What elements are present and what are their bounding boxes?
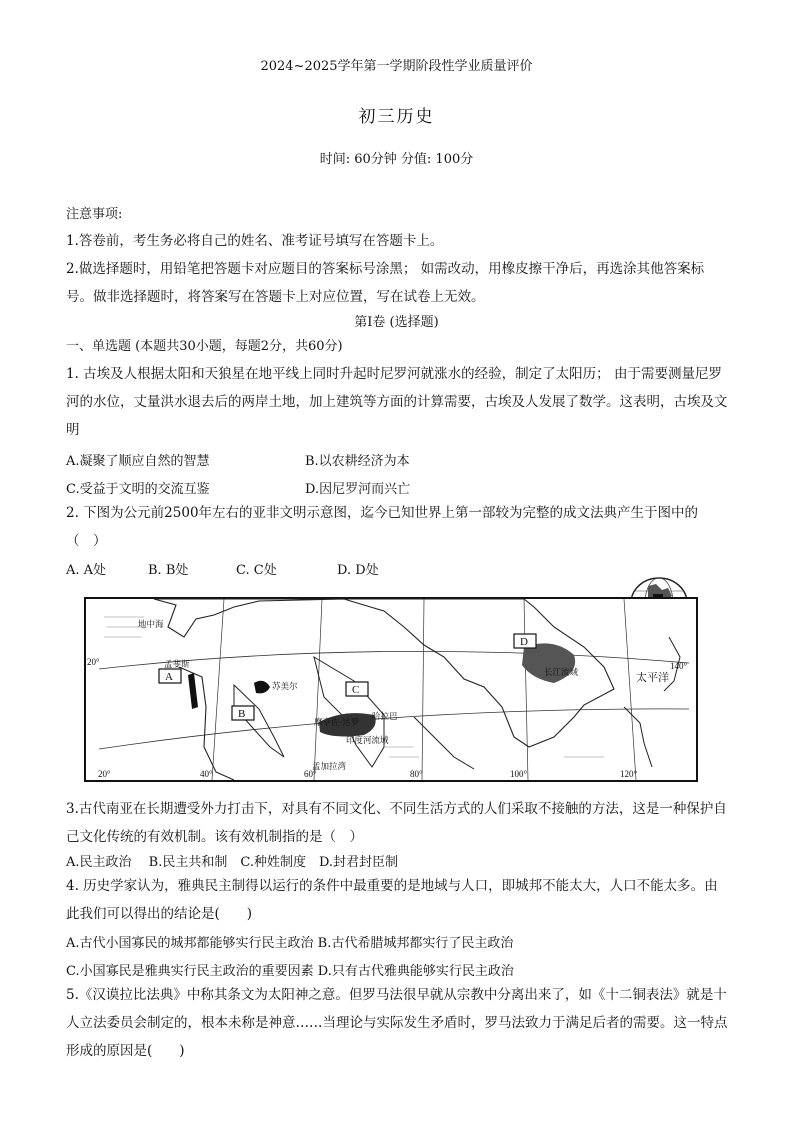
map-label-bengal: 孟加拉湾 [312, 762, 347, 772]
q2-option-a: A. A处 [66, 563, 107, 578]
section-title: 一、单选题 (本题共30小题，每题2分，共60分) [66, 339, 343, 354]
notice-item-2: 2.做选择题时，用铅笔把答题卡对应题目的答案标号涂黑； 如需改动，用橡皮擦干净后，再选涂其他答案标号。做非选择题时，将答案写在答题卡上对应位置，写在试卷上无效。 [66, 261, 705, 305]
map-box-d: D [520, 636, 528, 648]
q4-stem: 4. 历史学家认为，雅典民主制得以运行的条件中最重要的是地域与人口，即城邦不能太大，人口不能太多。由此我们可以得出的结论是( ) [66, 878, 718, 922]
q2-option-d: D. D处 [337, 563, 379, 578]
q1-option-b: B.以农耕经济为本 [305, 454, 410, 469]
exam-title: 2024~2025学年第一学期阶段性学业质量评价 [260, 59, 533, 74]
map-lon-40: 40° [200, 769, 213, 779]
subject-title: 初三历史 [358, 107, 435, 127]
q1-option-a: A.凝聚了顺应自然的智慧 [66, 454, 210, 469]
map-box-b: B [238, 708, 246, 720]
map-lat-20s: 20° [98, 769, 111, 779]
map-lon-120: 120° [620, 769, 638, 779]
time-score: 时间: 60分钟 分值: 100分 [319, 152, 474, 167]
map-lon-140: 140° [670, 661, 688, 671]
map-label-sumer: 苏美尔 [272, 682, 298, 692]
map-label-yangtze: 长江流域 [544, 668, 579, 678]
q2-stem: 2. 下图为公元前2500年左右的亚非文明示意图，迄今已知世界上第一部较为完整的成文法典产生于图中的（ ） [66, 505, 699, 549]
q1-option-c: C.受益于文明的交流互鉴 [66, 482, 210, 497]
q4-options-cd: C.小国寡民是雅典实行民主政治的重要因素 D.只有古代雅典能够实行民主政治 [66, 964, 514, 979]
q3-stem: 3.古代南亚在长期遭受外力打击下，对具有不同文化、不同生活方式的人们采取不接触的方法，这是一种保护自己文化传统的有效机制。该有效机制指的是（ ） [66, 801, 727, 845]
q1-option-d: D.因尼罗河而兴亡 [305, 482, 411, 497]
map-label-pacific: 太平洋 [636, 671, 669, 684]
q5-stem: 5.《汉谟拉比法典》中称其条文为太阳神之意。但罗马法很早就从宗教中分离出来了，如《十二铜表法》就是十人立法委员会制定的，根本未称是神意……当理论与实际发生矛盾时，罗马法致力于满足后者的需要。这一特点形成的原因是( ) [66, 987, 728, 1059]
map-box-a: A [165, 671, 173, 683]
q2-option-b: B. B处 [148, 563, 189, 578]
q4-options-ab: A.古代小国寡民的城邦都能够实行民主政治 B.古代希腊城邦都实行了民主政治 [66, 936, 514, 951]
map-box-c: C [352, 684, 360, 696]
map-lon-60: 60° [304, 769, 317, 779]
map-label-indus: 印度河流域 [346, 736, 389, 746]
map-label-memphis: 孟斐斯 [164, 660, 190, 670]
ancient-civilizations-map [84, 597, 698, 782]
map-label-harappa: 哈拉巴 [372, 712, 398, 722]
notice-item-1: 1.答卷前，考生务必将自己的姓名、准考证号填写在答题卡上。 [66, 233, 444, 249]
map-lat-20n: 20° [87, 657, 100, 667]
map-label-mohenjo-daro: 摩亨佐·达罗 [314, 718, 360, 728]
q2-option-c: C. C处 [236, 563, 277, 578]
part-title: 第Ⅰ卷 (选择题) [354, 315, 439, 330]
q3-options: A.民主政治 B.民主共和制 C.种姓制度 D.封君封臣制 [66, 855, 399, 870]
q1-stem: 1. 古埃及人根据太阳和天狼星在地平线上同时升起时尼罗河就涨水的经验，制定了太阳历； 由于需要测量尼罗河的水位，丈量洪水退去后的两岸土地，加上建筑等方面的计算需要，古埃及人发展了数学。这表明，古埃及文明 [66, 366, 728, 438]
map-lon-100: 100° [510, 769, 528, 779]
map-label-mediterranean: 地中海 [138, 620, 164, 630]
map-lon-80: 80° [410, 769, 423, 779]
notice-title: 注意事项: [66, 207, 123, 222]
